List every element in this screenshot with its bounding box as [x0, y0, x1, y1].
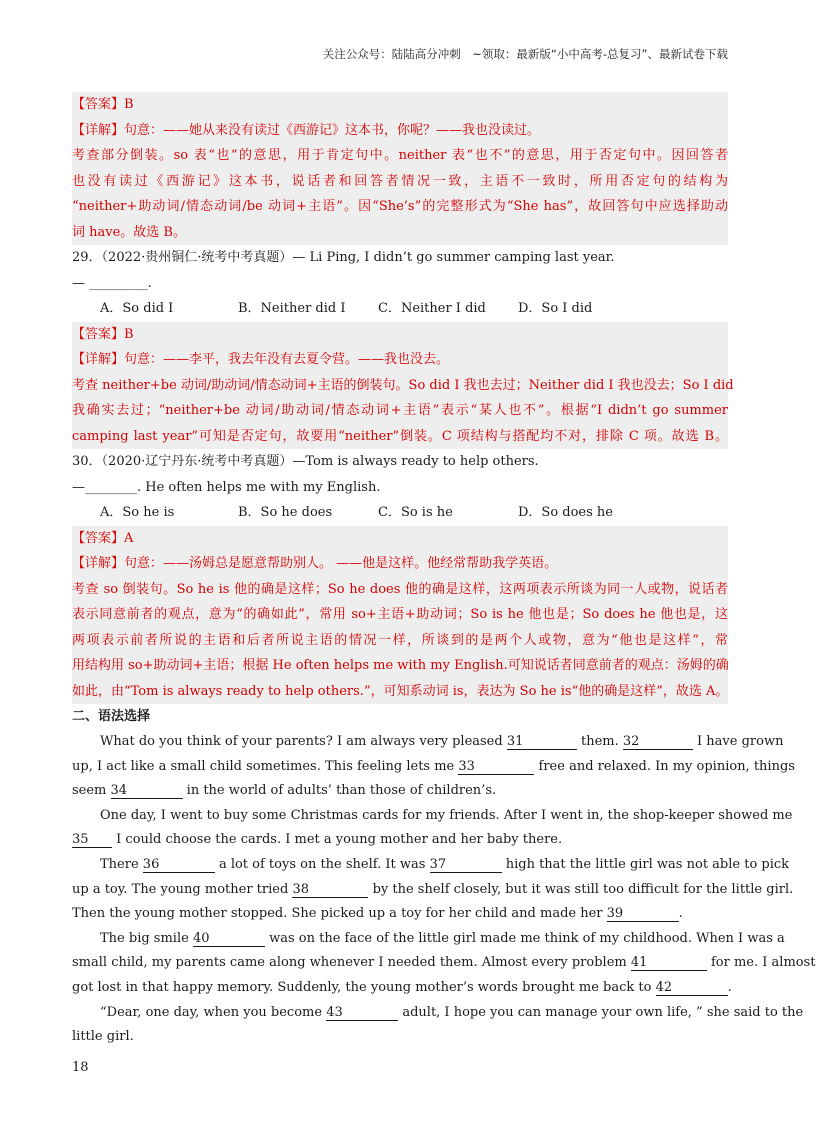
- paragraph-line: [72, 755, 795, 780]
- text: by the shelf closely, but it was still too difficult for the little girl.: [372, 881, 794, 897]
- q28-detail-line: 词 have。故选 B。: [72, 224, 186, 240]
- text: free and relaxed. In my opinion, things: [538, 758, 795, 774]
- text: them.: [580, 734, 619, 749]
- q30-answer: 【答案】A: [72, 530, 134, 546]
- text: small child, my parents came along whenever I needed them. Almost every problem: [72, 955, 627, 971]
- text: adult, I hope you can manage your own life, ” she said to the: [402, 1004, 804, 1020]
- q29-detail-line: 考查 neither+be 动词/助动词/情态动词+主语的倒装句。So did I 我也去过；Neither did I 我也没去；So I did: [72, 377, 734, 393]
- blank-39: 39: [607, 906, 679, 922]
- page-number: 18: [72, 1060, 89, 1075]
- q30-option-c: C．So is he: [378, 505, 453, 520]
- q29-question: 29．（2022·贵州铜仁·统考中考真题）— Li Ping, I didn’t go summer camping last year.: [72, 250, 615, 265]
- q28-answer: 【答案】B: [72, 97, 134, 112]
- q30-detail-line: 考查 so 倒装句。So he is 他的确是这样；So he does 他的确是这样，这两项表示所谈为同一人或物，说话者: [72, 581, 728, 597]
- text: I have grown: [697, 734, 784, 749]
- paragraph-line: [72, 976, 732, 1001]
- q28-detail-line: “neither+助动词/情态动词/be 动词+主语”。因“She’s”的完整形式为“She has”，故回答句中应选择助动: [72, 199, 728, 214]
- text: seem: [72, 783, 107, 799]
- text: for me. I almost: [711, 955, 816, 971]
- q30-option-b: B．So he does: [238, 505, 333, 520]
- blank-36: 36: [143, 857, 215, 873]
- q30-detail-line: 用结构用 so+助动词+主语；根据 He often helps me with my English.可知说话者同意前者的观点：汤姆的确: [72, 658, 729, 673]
- q29-option-d: D．So I did: [518, 301, 593, 316]
- text: The big smile: [100, 930, 189, 946]
- blank-41: 41: [631, 955, 707, 971]
- page-header: 关注公众号：陆陆高分冲刺 ~领取：最新版“小中高考-总复习”、最新试卷下载: [322, 47, 728, 61]
- q30-detail-line: 【详解】句意：——汤姆总是愿意帮助别人。 ——他是这样。他经常帮助我学英语。: [72, 556, 558, 571]
- q30-option-a: A．So he is: [100, 505, 175, 520]
- q30-answer-block: [72, 526, 728, 705]
- blank-33: 33: [458, 759, 534, 775]
- paragraph-2: [72, 804, 793, 853]
- q30-detail-line: 两项表示前者所说的主语和后者所说主语的情况一样，所谈到的是两个人或物，意为“他也是这样”，常: [72, 632, 728, 648]
- paragraph-line: [72, 853, 790, 878]
- q29-detail-line: camping last year”可知是否定句，故要用“neither”倒装。C 项结构与搭配均不对，排除 C 项。故选 B。: [72, 428, 728, 444]
- paragraph-4: [72, 927, 816, 1001]
- q29-option-c: C．Neither I did: [378, 301, 486, 316]
- q29-option-b: B．Neither did I: [238, 301, 346, 316]
- paragraph-line: [72, 828, 728, 853]
- q28-detail-line: 也没有读过《西游记》这本书，说话者和回答者情况一致，主语不一致时，所用否定句的结构为: [72, 173, 728, 189]
- blank-42: 42: [656, 980, 728, 996]
- text: “Dear, one day, when you become: [100, 1004, 323, 1020]
- blank-40: 40: [193, 931, 265, 947]
- paragraph-line: [72, 730, 784, 755]
- text: .: [678, 906, 683, 922]
- text: got lost in that happy memory. Suddenly, the young mother’s words brought me back to: [72, 979, 652, 995]
- paragraph-line: [72, 902, 728, 927]
- blank-34: 34: [111, 783, 183, 799]
- text: a lot of toys on the shelf. It was: [218, 856, 426, 872]
- q29-detail-line: 【详解】句意：——李平，我去年没有去夏令营。——我也没去。: [72, 352, 450, 367]
- text: up, I act like a small child sometimes. This feeling lets me: [72, 758, 455, 774]
- paragraph-line: little girl.: [72, 1029, 134, 1045]
- q29-answer-block: [72, 322, 734, 450]
- paragraph-line: One day, I went to buy some Christmas cards for my friends. After I went in, the shop-keeper showed me: [100, 807, 793, 823]
- blank-31: 31: [507, 734, 577, 750]
- q29-answer: 【答案】B: [72, 326, 134, 342]
- q28-detail-line: 【详解】句意：——她从来没有读过《西游记》这本书，你呢？——我也没读过。: [72, 122, 541, 138]
- section-title: 二、语法选择: [72, 709, 151, 724]
- paragraph-line: [72, 878, 794, 903]
- paragraph-line: [72, 951, 816, 976]
- q30-detail-line: 如此，由“Tom is always ready to help others.”，可知系动词 is，表达为 So he is“他的确是这样”，故选 A。: [72, 683, 729, 699]
- q30-detail-line: 表示同意前者的观点，意为“的确如此”，常用 so+主语+助动词；So is he 他也是；So does he 他也是，这: [72, 607, 728, 622]
- blank-43: 43: [326, 1005, 398, 1021]
- blank-37: 37: [430, 857, 502, 873]
- paragraph-line: [72, 1001, 804, 1026]
- text: Then the young mother stopped. She picked up a toy for her child and made her: [72, 906, 603, 922]
- paragraph-5: [72, 1001, 804, 1050]
- q29-answer-line: — _________.: [72, 275, 152, 291]
- page-content: [72, 92, 816, 1050]
- blank-35: 35: [72, 832, 112, 848]
- paragraph-1: [72, 730, 795, 804]
- q30-answer-line: —________. He often helps me with my English.: [72, 479, 381, 495]
- q28-answer-block: [72, 92, 728, 245]
- blank-38: 38: [292, 882, 368, 898]
- text: was on the face of the little girl made me think of my childhood. When I was a: [269, 930, 785, 946]
- q30-question: 30．（2020·辽宁丹东·统考中考真题）—Tom is always ready to help others.: [72, 454, 539, 469]
- text: What do you think of your parents? I am always very pleased: [100, 734, 503, 749]
- text: in the world of adults’ than those of children’s.: [186, 783, 497, 799]
- blank-32: 32: [623, 734, 693, 750]
- q29-detail-line: 我确实去过；“neither+be 动词/助动词/情态动词+主语”表示“某人也不”。根据“I didn’t go summer: [72, 403, 728, 418]
- text: I could choose the cards. I met a young mother and her baby there.: [116, 832, 563, 848]
- text: up a toy. The young mother tried: [72, 881, 289, 897]
- q30-options: [72, 500, 728, 526]
- text: .: [727, 979, 732, 995]
- q29-options: [72, 296, 728, 322]
- q29-option-a: A．So did I: [100, 301, 174, 316]
- text: high that the little girl was not able to pick: [505, 856, 790, 872]
- paragraph-line: [72, 779, 728, 804]
- paragraph-line: [72, 927, 785, 952]
- paragraph-3: [72, 853, 794, 927]
- q28-detail-line: 考查部分倒装。so 表“也”的意思，用于肯定句中。neither 表“也不”的意思，用于否定句中。因回答者: [72, 148, 728, 163]
- text: There: [100, 856, 139, 872]
- q30-option-d: D．So does he: [518, 505, 613, 520]
